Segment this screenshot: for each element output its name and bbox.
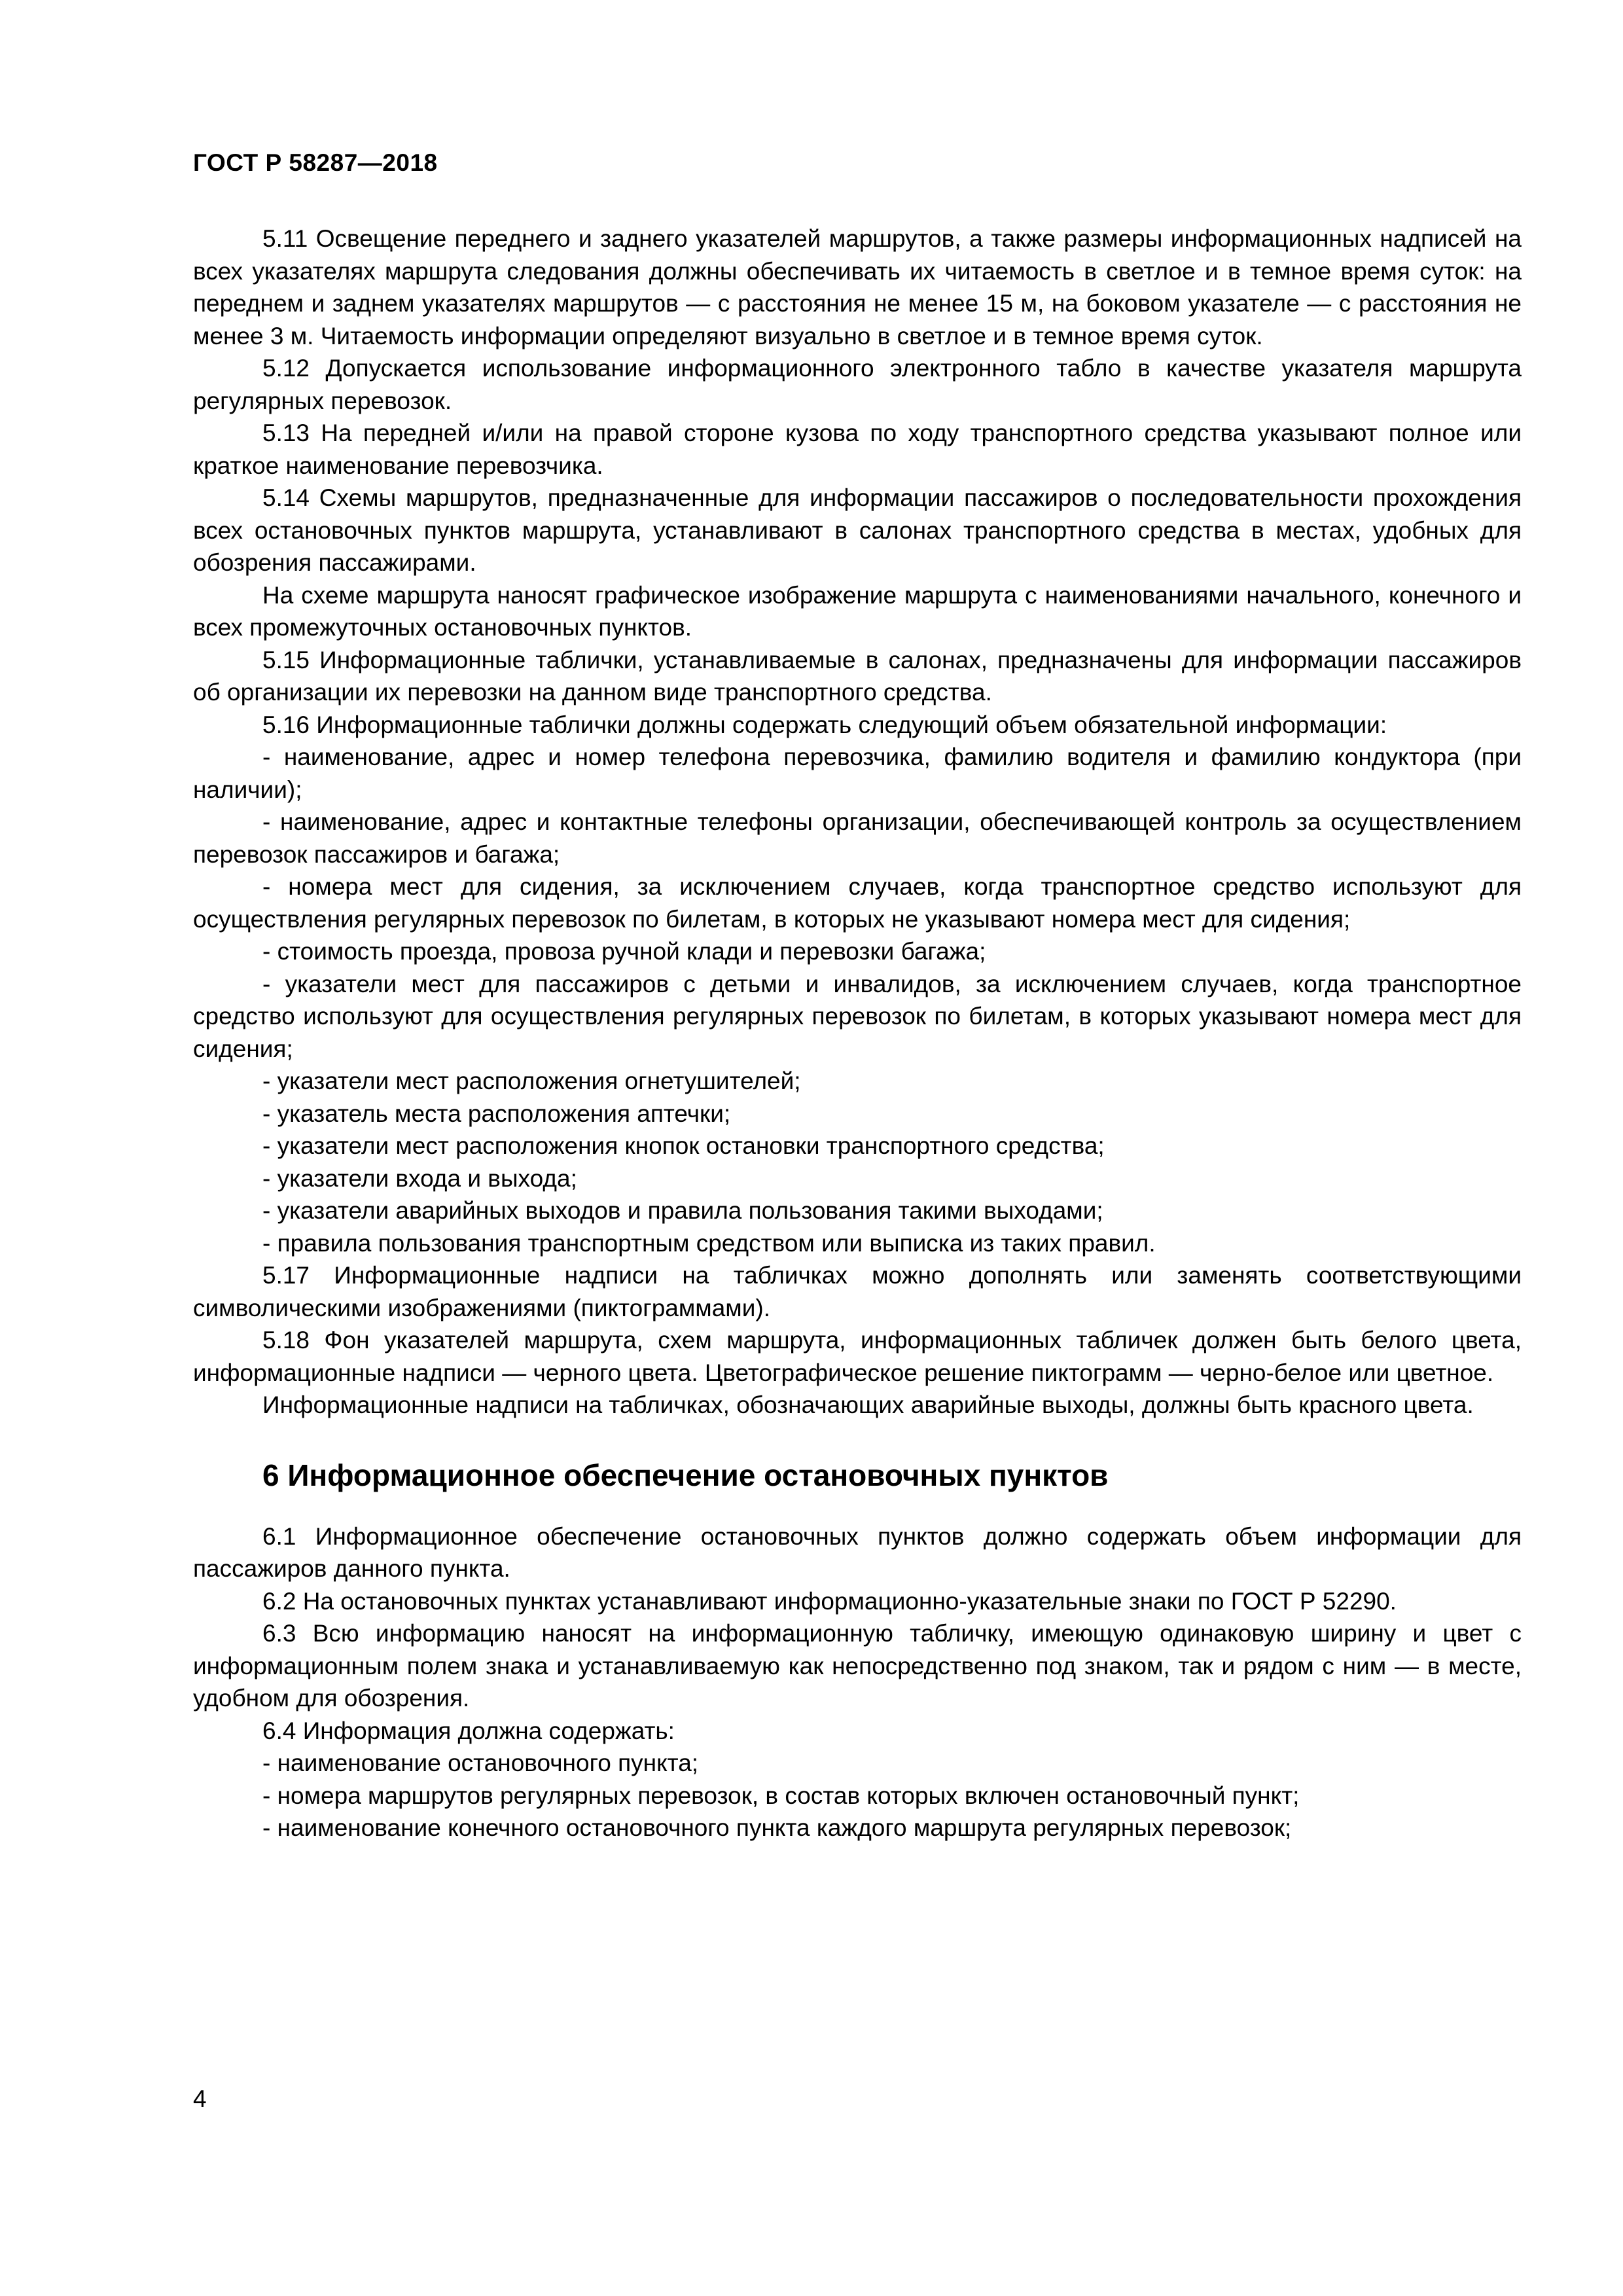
paragraph-5-17: 5.17 Информационные надписи на табличках можно дополнять или заменять соответствующими символическими изображениями (пиктограммами). [193,1262,1522,1321]
list-item: - наименование, адрес и контактные телефоны организации, обеспечивающей контроль за осуществлением перевозок пассажиров и багажа; [193,808,1522,868]
document-header: ГОСТ Р 58287—2018 [193,149,438,176]
paragraph-5-14: 5.14 Схемы маршрутов, предназначенные для информации пассажиров о последовательности прохождения всех остановочных пунктов маршрута, устанавливают в салонах транспортного средства в местах, удобных для обозрения пассажирами. [193,484,1522,576]
paragraph-5-12: 5.12 Допускается использование информационного электронного табло в качестве указателя маршрута регулярных перевозок. [193,355,1522,414]
list-item: - указатели мест для пассажиров с детьми и инвалидов, за исключением случаев, когда транспортное средство используют для осуществления регулярных перевозок по билетам, в которых указывают номера мест для сидения; [193,970,1522,1062]
paragraph-6-2: 6.2 На остановочных пунктах устанавливают информационно-указательные знаки по ГОСТ Р 52290. [262,1587,1397,1615]
list-item: - указатели входа и выхода; [262,1164,577,1192]
list-item: - наименование, адрес и номер телефона перевозчика, фамилию водителя и фамилию кондуктора (при наличии); [193,744,1522,803]
paragraph-6-4: 6.4 Информация должна содержать: [262,1717,675,1744]
list-6-4 [193,1747,1522,1844]
paragraph-6-3: 6.3 Всю информацию наносят на информационную табличку, имеющую одинаковую ширину и цвет с информационным полем знака и устанавливаемую как непосредственно под знаком, так и рядом с ним — в месте, удобном для обозрения. [193,1620,1522,1712]
paragraph-5-11: 5.11 Освещение переднего и заднего указателей маршрутов, а также размеры информационных надписей на всех указателях маршрута следования должны обеспечивать их читаемость в светлое и в темное время суток: на переднем и заднем указателях маршрутов — с расстояния не менее 15 м, на боковом указателе — с расстояния не менее 3 м. Читаемость информации определяют визуально в светлое и в темное время суток. [193,225,1522,350]
list-item: - правила пользования транспортным средством или выписка из таких правил. [262,1229,1156,1257]
list-item: - номера мест для сидения, за исключением случаев, когда транспортное средство используют для осуществления регулярных перевозок по билетам, в которых не указывают номера мест для сидения; [193,873,1522,933]
list-item: - указатели мест расположения кнопок остановки транспортного средства; [262,1132,1105,1159]
document-body [193,223,1522,1844]
list-5-16 [193,741,1522,1259]
paragraph-5-13: 5.13 На передней и/или на правой стороне кузова по ходу транспортного средства указывают полное или краткое наименование перевозчика. [193,420,1522,479]
list-item: - номера маршрутов регулярных перевозок, в состав которых включен остановочный пункт; [262,1782,1300,1809]
list-item: - указатели мест расположения огнетушителей; [262,1067,801,1094]
list-item: - указатели аварийных выходов и правила пользования такими выходами; [262,1197,1103,1224]
paragraph-5-18: 5.18 Фон указателей маршрута, схем маршрута, информационных табличек должен быть белого цвета, информационные надписи — черного цвета. Цветографическое решение пиктограмм — черно-белое или цветное. [193,1327,1522,1386]
list-item: - наименование конечного остановочного пункта каждого маршрута регулярных перевозок; [262,1814,1292,1841]
paragraph-route-scheme: На схеме маршрута наносят графическое изображение маршрута с наименованиями начального, конечного и всех промежуточных остановочных пунктов. [193,581,1522,641]
paragraph-emergency-exits: Информационные надписи на табличках, обозначающих аварийные выходы, должны быть красного цвета. [262,1391,1474,1418]
page-number: 4 [193,2085,207,2112]
list-item: - стоимость проезда, провоза ручной клади и перевозки багажа; [262,938,986,965]
paragraph-5-16: 5.16 Информационные таблички должны содержать следующий объем обязательной информации: [262,711,1387,738]
paragraph-5-15: 5.15 Информационные таблички, устанавливаемые в салонах, предназначены для информации пассажиров об организации их перевозки на данном виде транспортного средства. [193,646,1522,706]
list-item: - наименование остановочного пункта; [262,1749,699,1776]
list-item: - указатель места расположения аптечки; [262,1100,731,1127]
paragraph-6-1: 6.1 Информационное обеспечение остановочных пунктов должно содержать объем информации для пассажиров данного пункта. [193,1522,1522,1582]
section-6-title: 6 Информационное обеспечение остановочных пунктов [262,1458,1109,1492]
